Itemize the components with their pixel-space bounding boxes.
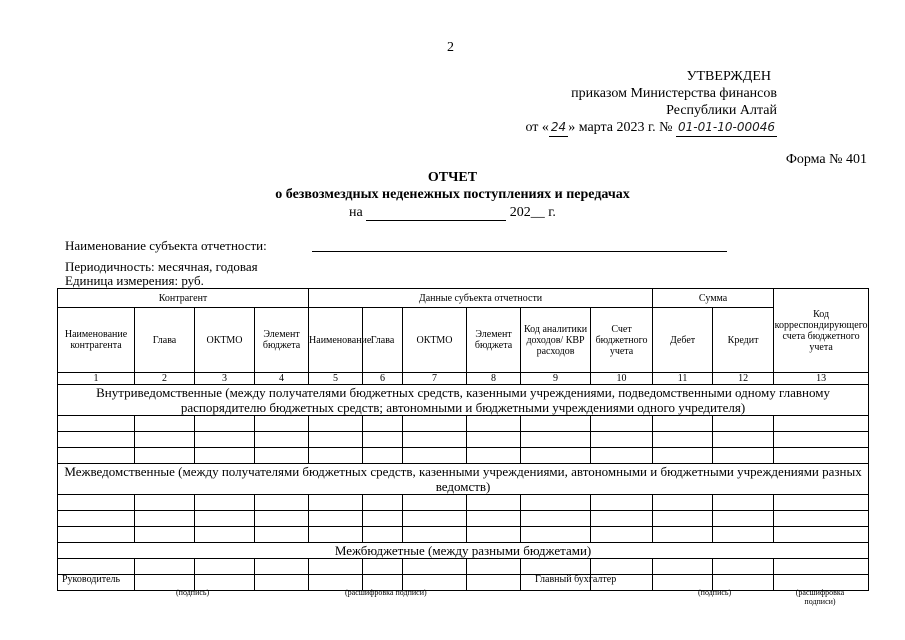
report-date-suffix: 202__ г. <box>509 205 556 220</box>
chief-signature-caption: (подпись) <box>698 588 732 597</box>
head-signature-caption: (подпись) <box>176 588 210 597</box>
col-num: 6 <box>363 373 403 385</box>
section-interdepartmental: Межведомственные (между получателями бюджетных средств, казенными учреждениями, автономными и бюджетными учреждениями разных ведомств) <box>58 464 869 495</box>
col-num: 4 <box>255 373 309 385</box>
report-date-prefix: на <box>349 205 363 220</box>
header-debit: Дебет <box>653 308 713 373</box>
col-num: 9 <box>521 373 591 385</box>
report-title-block <box>0 169 905 203</box>
periodicity: Периодичность: месячная, годовая <box>65 259 258 274</box>
section-row <box>58 464 869 495</box>
header-account: Счет бюджетного учета <box>591 308 653 373</box>
header-budget-element: Элемент бюджета <box>255 308 309 373</box>
approval-title: УТВЕРЖДЕН <box>686 69 771 84</box>
table-row[interactable] <box>58 511 869 527</box>
column-number-row <box>58 373 869 385</box>
report-subtitle: о безвозмездных неденежных поступлениях и передачах <box>275 187 630 202</box>
group-header-amount: Сумма <box>653 289 774 308</box>
col-num: 3 <box>195 373 255 385</box>
page-number: 2 <box>447 40 454 55</box>
table-row[interactable] <box>58 432 869 448</box>
header-credit: Кредит <box>713 308 774 373</box>
approval-date-prefix: от « <box>525 120 549 135</box>
approval-date-middle: » марта 2023 г. № <box>568 120 673 135</box>
section-interbudget: Межбюджетные (между разными бюджетами) <box>58 543 869 559</box>
header-corr-account: Код корреспондирующего счета бюджетного учета <box>774 289 869 373</box>
header-subject-oktmo: ОКТМО <box>403 308 467 373</box>
group-header-counterparty: Контрагент <box>58 289 309 308</box>
group-header-subject-data: Данные субъекта отчетности <box>309 289 653 308</box>
col-num: 7 <box>403 373 467 385</box>
header-subject-chapter: Глава <box>363 308 403 373</box>
col-num: 12 <box>713 373 774 385</box>
section-row <box>58 385 869 416</box>
table-row[interactable] <box>58 448 869 464</box>
approval-line-2: Республики Алтай <box>666 103 777 118</box>
section-intradepartmental: Внутриведомственные (между получателями бюджетных средств, казенными учреждениями, подведомственными одному главному распорядителю бюджетных средств; автономными и бюджетными учреждениями одного учредителя) <box>58 385 869 416</box>
header-chapter: Глава <box>135 308 195 373</box>
approval-order-number: 01-01-10-00046 <box>676 119 777 137</box>
header-analytics-code: Код аналитики доходов/ КВР расходов <box>521 308 591 373</box>
column-header-row <box>58 308 869 373</box>
subject-field[interactable] <box>312 251 727 252</box>
subject-label: Наименование субъекта отчетности: <box>65 238 267 253</box>
report-title: ОТЧЕТ <box>427 170 478 185</box>
approval-day: 24 <box>549 119 568 137</box>
col-num: 1 <box>58 373 135 385</box>
report-table <box>57 288 869 591</box>
group-header-row <box>58 289 869 308</box>
approval-line-1: приказом Министерства финансов <box>571 86 777 101</box>
header-subject-budget-element: Элемент бюджета <box>467 308 521 373</box>
chief-decoding-caption: (расшифровка подписи) <box>795 588 845 606</box>
col-num: 8 <box>467 373 521 385</box>
form-number: Форма № 401 <box>785 152 867 167</box>
table-row[interactable] <box>58 527 869 543</box>
head-decoding-caption: (расшифровка подписи) <box>345 588 427 597</box>
report-date-field[interactable] <box>366 206 506 221</box>
unit-of-measure: Единица измерения: руб. <box>65 273 204 288</box>
header-counterparty-name: Наименование контрагента <box>58 308 135 373</box>
section-row <box>58 543 869 559</box>
col-num: 11 <box>653 373 713 385</box>
col-num: 13 <box>774 373 869 385</box>
col-num: 5 <box>309 373 363 385</box>
table-row[interactable] <box>58 495 869 511</box>
col-num: 10 <box>591 373 653 385</box>
col-num: 2 <box>135 373 195 385</box>
chief-accountant-label: Главный бухгалтер <box>535 574 617 585</box>
header-subject-name: Наименование <box>309 308 363 373</box>
head-label: Руководитель <box>62 574 121 585</box>
approval-stamp <box>417 68 777 137</box>
table-row[interactable] <box>58 416 869 432</box>
report-date <box>0 205 905 221</box>
header-oktmo: ОКТМО <box>195 308 255 373</box>
table-row[interactable] <box>58 559 869 575</box>
approval-date-line <box>417 119 777 137</box>
